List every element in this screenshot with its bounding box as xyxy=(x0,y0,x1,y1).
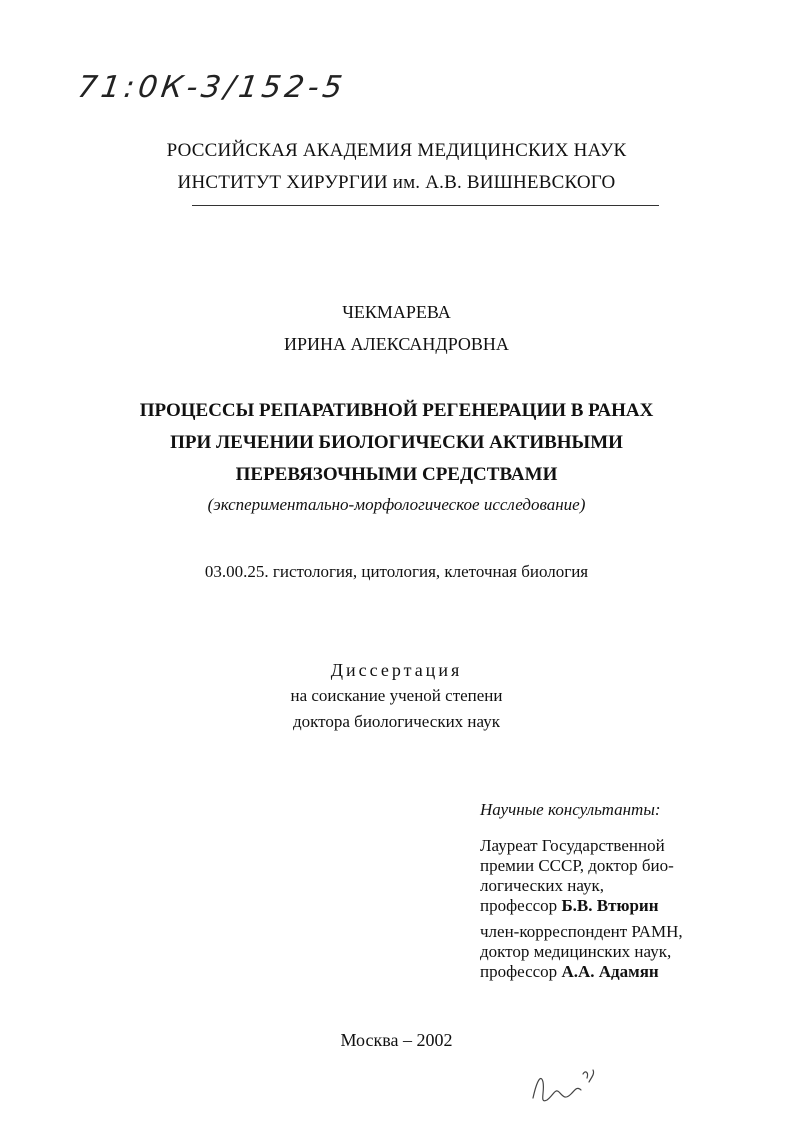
dissertation-heading: Диссертация xyxy=(330,660,463,680)
title-line-3: ПЕРЕВЯЗОЧНЫМИ СРЕДСТВАМИ xyxy=(235,464,558,485)
consultant-2 xyxy=(480,922,683,982)
institution-line-2: ИНСТИТУТ ХИРУРГИИ им. А.В. ВИШНЕВСКОГО xyxy=(177,172,616,193)
consultant-2-line-1: член-корреспондент РАМН, xyxy=(480,922,683,941)
header-divider xyxy=(192,205,659,206)
institution-line-1: РОССИЙСКАЯ АКАДЕМИЯ МЕДИЦИНСКИХ НАУК xyxy=(166,140,627,161)
consultant-1 xyxy=(480,836,674,916)
consultant-1-line-2: премии СССР, доктор био- xyxy=(480,856,674,875)
dissertation-degree-line: на соискание ученой степени xyxy=(290,686,503,705)
title-line-2: ПРИ ЛЕЧЕНИИ БИОЛОГИЧЕСКИ АКТИВНЫМИ xyxy=(170,432,623,453)
place-year: Москва – 2002 xyxy=(340,1030,453,1050)
consultant-1-name: Б.В. Втюрин xyxy=(561,896,659,915)
dissertation-field-line: доктора биологических наук xyxy=(293,712,500,731)
title-subtitle: (экспериментально-морфологическое исследование) xyxy=(207,495,586,514)
consultant-1-line-3: логических наук, xyxy=(480,876,605,895)
consultant-1-line-1: Лауреат Государственной xyxy=(480,836,665,855)
consultants-heading: Научные консультанты: xyxy=(480,800,661,819)
consultant-1-title-name xyxy=(480,896,674,916)
consultant-2-name: А.А. Адамян xyxy=(561,962,659,981)
specialty-code: 03.00.25. гистология, цитология, клеточная биология xyxy=(204,562,589,581)
consultant-2-title-name xyxy=(480,962,683,982)
consultant-2-line-2: доктор медицинских наук, xyxy=(480,942,672,961)
archive-code-handwritten: 71:0К-3/152-5 xyxy=(75,70,349,105)
author-surname: ЧЕКМАРЕВА xyxy=(342,302,451,322)
title-line-1: ПРОЦЕССЫ РЕПАРАТИВНОЙ РЕГЕНЕРАЦИИ В РАНАХ xyxy=(139,400,654,421)
consultant-1-prefix: профессор xyxy=(480,896,558,915)
consultant-2-prefix: профессор xyxy=(480,962,558,981)
signature-scribble xyxy=(525,1060,615,1110)
author-name: ИРИНА АЛЕКСАНДРОВНА xyxy=(284,334,509,354)
